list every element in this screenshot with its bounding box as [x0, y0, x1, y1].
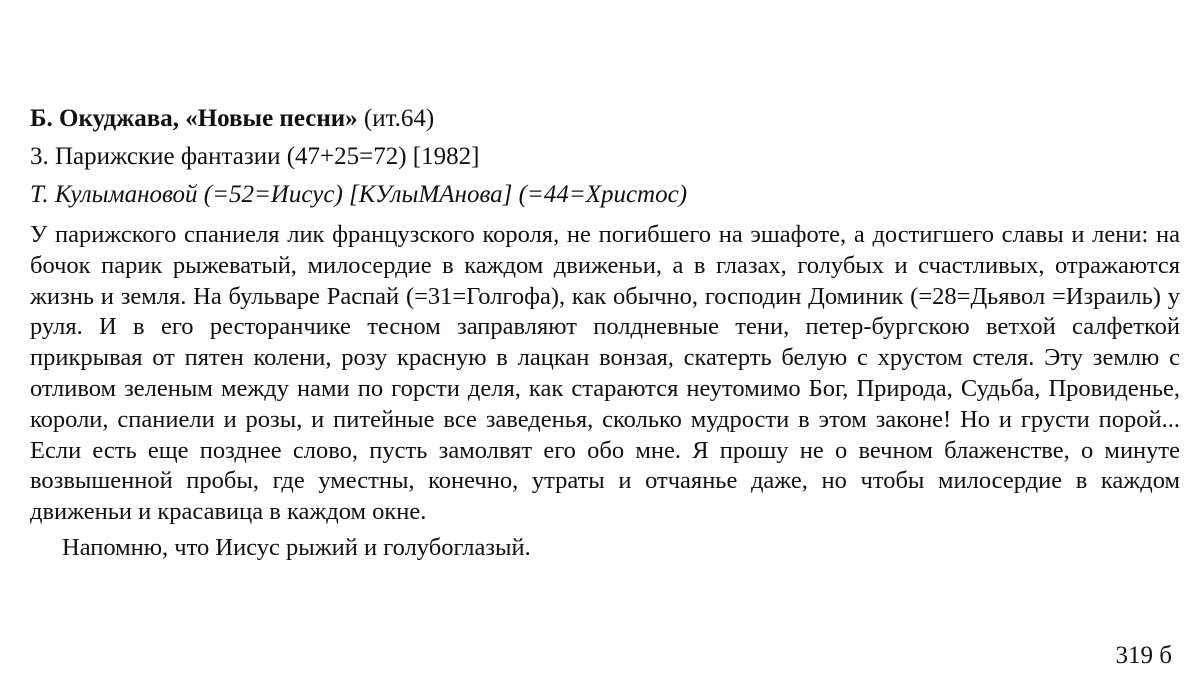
author-title: Б. Окуджава, «Новые песни» [30, 105, 358, 132]
item-reference: (ит.64) [357, 105, 435, 132]
poem-title: 3. Парижские фантазии (47+25=72) [1982] [30, 143, 480, 170]
page-number: 319 б [1115, 642, 1172, 669]
author-note: Напомню, что Иисус рыжий и голубоглазый. [62, 533, 531, 561]
document-page [30, 100, 1180, 563]
source-heading [30, 100, 1180, 138]
dedication: Т. Кулымановой (=52=Иисус) [КУлыМАнова] (=44=Христос) [30, 181, 688, 208]
poem-text: У парижского спаниеля лик французского короля, не погибшего на эшафоте, а достигшего славы и лени: на бочок парик рыжеватый, милосердие в каждом движеньи, а в глазах, голубых и счастливых, отражаются жизнь и земля. На бульваре Распай (=31=Голгофа), как обычно, господин Доминик (=28=Дьявол =Израиль) у руля. И в его ресторанчике тесном заправляют полдневные тени, петер-бургскою ветхой салфеткой прикрывая от пятен колени, розу красную в лацкан вонзая, скатерть белую с хрустом стеля. Эту землю с отливом зеленым между нами по горсти деля, как стараются неутомимо Бог, Природа, Судьба, Провиденье, короли, спаниели и розы, и питейные все заведенья, сколько мудрости в этом законе! Но и грусти порой... Если есть еще позднее слово, пусть замолвят его обо мне. Я прошу не о вечном блаженстве, о минуте возвышенной пробы, где уместны, конечно, утраты и отчаянье даже, но чтобы милосердие в каждом движеньи и красавица в каждом окне. [30, 221, 1180, 526]
